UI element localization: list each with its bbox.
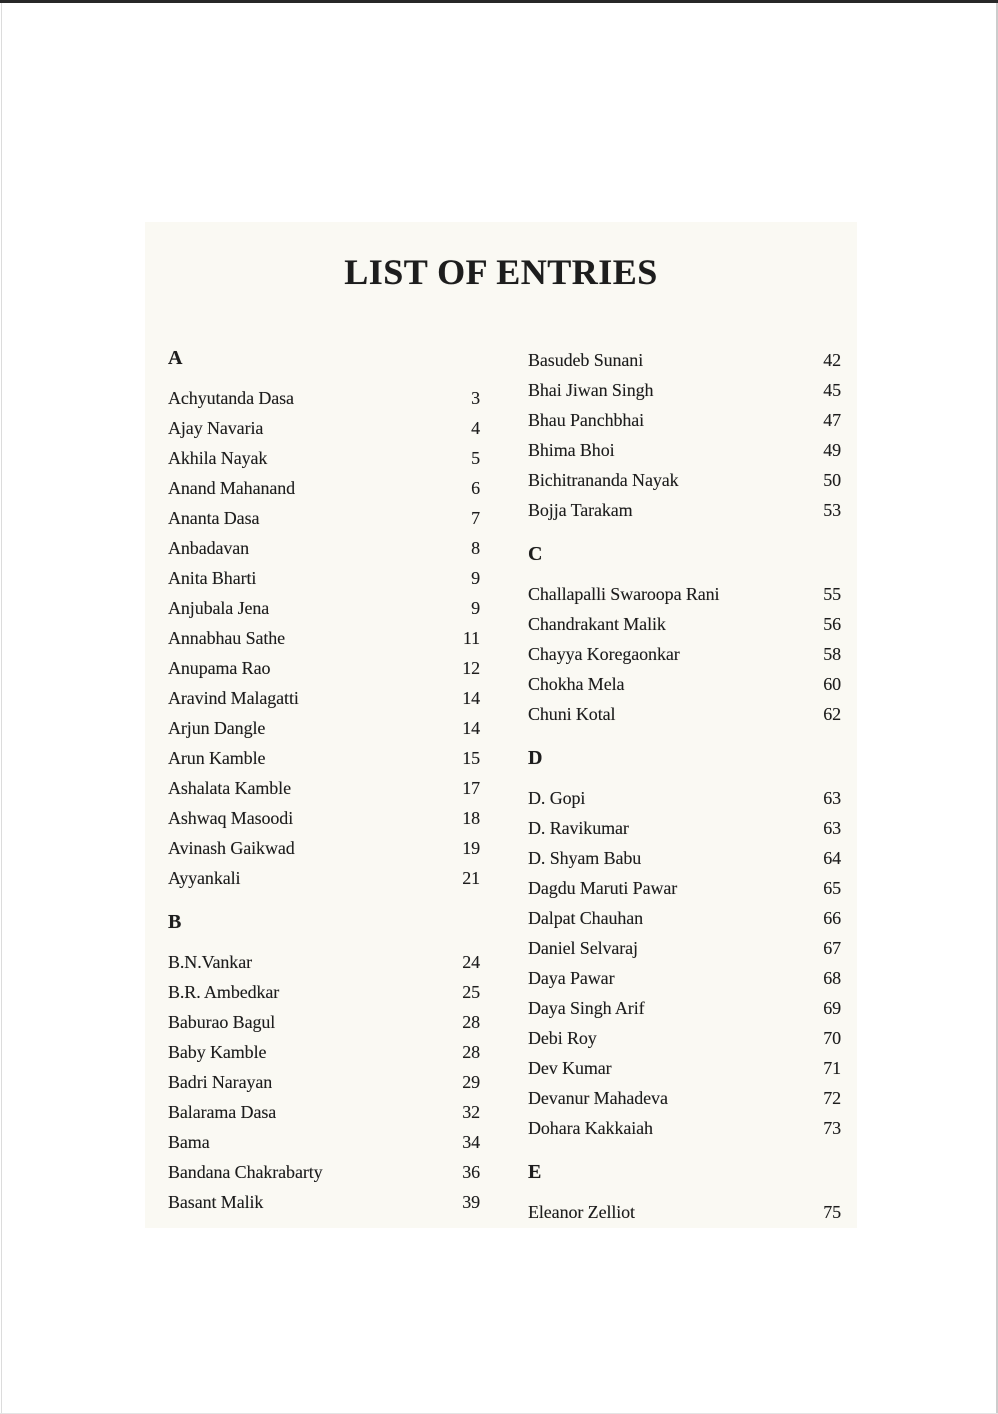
entry-page-number: 65 (823, 878, 841, 898)
entry-row (528, 465, 841, 495)
entry-section (168, 345, 480, 893)
entry-row (168, 743, 480, 773)
entry-page-number: 21 (462, 868, 480, 888)
entry-name: Devanur Mahadeva (528, 1088, 668, 1108)
entries-column-left (168, 345, 480, 1217)
entry-row (168, 443, 480, 473)
entry-name: Challapalli Swaroopa Rani (528, 584, 720, 604)
entry-page-number: 14 (462, 688, 480, 708)
entry-name: B.N.Vankar (168, 952, 252, 972)
entry-page-number: 17 (462, 778, 480, 798)
entry-page-number: 14 (462, 718, 480, 738)
entry-row (168, 383, 480, 413)
entry-page-number: 6 (471, 478, 480, 498)
section-letter: D (528, 747, 543, 769)
entry-name: Chuni Kotal (528, 704, 616, 724)
entry-name: Eleanor Zelliot (528, 1202, 635, 1222)
entry-page-number: 12 (462, 658, 480, 678)
entry-name: Arun Kamble (168, 748, 266, 768)
entry-row (168, 803, 480, 833)
entry-name: Bojja Tarakam (528, 500, 633, 520)
entry-row (168, 863, 480, 893)
entry-name: Badri Narayan (168, 1072, 273, 1092)
entry-row (528, 843, 841, 873)
entry-page-number: 39 (462, 1192, 480, 1212)
entry-name: Dagdu Maruti Pawar (528, 878, 678, 898)
entry-row (528, 933, 841, 963)
section-letter: A (168, 347, 183, 369)
entry-page-number: 34 (462, 1132, 480, 1152)
entry-page-number: 58 (823, 644, 841, 664)
entry-row (168, 1127, 480, 1157)
entry-page-number: 25 (462, 982, 480, 1002)
entry-name: Balarama Dasa (168, 1102, 277, 1122)
entry-page-number: 8 (471, 538, 480, 558)
entry-row (168, 1157, 480, 1187)
entry-page-number: 15 (462, 748, 480, 768)
entry-row (528, 669, 841, 699)
entry-row (168, 503, 480, 533)
entry-row (168, 773, 480, 803)
entry-page-number: 49 (823, 440, 841, 460)
page-left-edge (1, 3, 2, 1414)
section-letter: B (168, 911, 182, 933)
entry-row (168, 473, 480, 503)
entry-row (168, 1037, 480, 1067)
entry-page-number: 42 (823, 350, 841, 370)
entry-name: Avinash Gaikwad (168, 838, 295, 858)
entry-section (168, 909, 480, 1217)
entry-page-number: 9 (471, 568, 480, 588)
entry-section (528, 745, 841, 1143)
entry-page-number: 11 (462, 628, 480, 648)
entry-name: Basudeb Sunani (528, 350, 644, 370)
entry-name: Ananta Dasa (168, 508, 260, 528)
entry-page-number: 47 (823, 410, 841, 430)
entry-page-number: 4 (471, 418, 480, 438)
entries-column-right (528, 345, 841, 1227)
entry-row (528, 435, 841, 465)
entry-page-number: 67 (823, 938, 841, 958)
entry-name: Aravind Malagatti (168, 688, 299, 708)
entry-page-number: 29 (462, 1072, 480, 1092)
entry-page-number: 72 (823, 1088, 841, 1108)
entry-row (528, 579, 841, 609)
entry-name: Anjubala Jena (168, 598, 270, 618)
entry-name: Bama (168, 1132, 210, 1152)
entry-name: Ajay Navaria (168, 418, 264, 438)
entry-row (168, 1007, 480, 1037)
entry-row (168, 1097, 480, 1127)
entry-page-number: 66 (823, 908, 841, 928)
entry-row (168, 533, 480, 563)
entry-page-number: 68 (823, 968, 841, 988)
entry-row (528, 1023, 841, 1053)
entry-page-number: 28 (462, 1012, 480, 1032)
entry-name: Bhau Panchbhai (528, 410, 645, 430)
entry-name: B.R. Ambedkar (168, 982, 280, 1002)
entry-page-number: 19 (462, 838, 480, 858)
entry-name: Dev Kumar (528, 1058, 612, 1078)
entry-row (168, 947, 480, 977)
entry-row (528, 1197, 841, 1227)
entry-page-number: 63 (823, 818, 841, 838)
entry-name: Baburao Bagul (168, 1012, 276, 1032)
entry-row (528, 1113, 841, 1143)
entry-row (528, 495, 841, 525)
entry-name: Bandana Chakrabarty (168, 1162, 323, 1182)
entry-name: Anand Mahanand (168, 478, 296, 498)
section-letter: C (528, 543, 543, 565)
entry-section (528, 541, 841, 729)
entry-name: Akhila Nayak (168, 448, 268, 468)
entry-name: Ashalata Kamble (168, 778, 291, 798)
entry-row (528, 813, 841, 843)
entry-name: Annabhau Sathe (168, 628, 286, 648)
entry-page-number: 62 (823, 704, 841, 724)
entry-page-number: 45 (823, 380, 841, 400)
entry-row (528, 903, 841, 933)
entry-name: Daniel Selvaraj (528, 938, 638, 958)
entry-name: Chandrakant Malik (528, 614, 666, 634)
entry-page-number: 7 (471, 508, 480, 528)
entry-name: D. Shyam Babu (528, 848, 642, 868)
entry-row (168, 593, 480, 623)
entry-row (528, 405, 841, 435)
entry-row (528, 345, 841, 375)
entry-row (168, 653, 480, 683)
entry-page-number: 56 (823, 614, 841, 634)
entry-row (168, 833, 480, 863)
entry-page-number: 24 (462, 952, 480, 972)
entry-name: Ashwaq Masoodi (168, 808, 294, 828)
entry-row (528, 993, 841, 1023)
entry-row (168, 1187, 480, 1217)
entry-page-number: 64 (823, 848, 841, 868)
entry-page-number: 50 (823, 470, 841, 490)
entry-page-number: 18 (462, 808, 480, 828)
entry-name: Bhima Bhoi (528, 440, 615, 460)
entry-row (168, 977, 480, 1007)
entry-name: Dohara Kakkaiah (528, 1118, 653, 1138)
entry-name: Arjun Dangle (168, 718, 266, 738)
entry-page-number: 28 (462, 1042, 480, 1062)
section-letter: E (528, 1161, 542, 1183)
entry-name: Ayyankali (168, 868, 241, 888)
entry-name: Anbadavan (168, 538, 250, 558)
entry-row (168, 623, 480, 653)
entry-name: Debi Roy (528, 1028, 597, 1048)
entry-page-number: 5 (471, 448, 480, 468)
entry-page-number: 9 (471, 598, 480, 618)
entry-page-number: 63 (823, 788, 841, 808)
entry-row (528, 699, 841, 729)
entry-name: Dalpat Chauhan (528, 908, 644, 928)
entry-row (168, 683, 480, 713)
entry-row (528, 873, 841, 903)
entry-page-number: 71 (823, 1058, 841, 1078)
entry-page-number: 3 (471, 388, 480, 408)
entry-section (528, 345, 841, 525)
entry-name: Anita Bharti (168, 568, 257, 588)
entry-page-number: 75 (823, 1202, 841, 1222)
entry-row (528, 639, 841, 669)
entry-page-number: 60 (823, 674, 841, 694)
entry-name: D. Gopi (528, 788, 586, 808)
entry-name: Bhai Jiwan Singh (528, 380, 654, 400)
entry-row (528, 375, 841, 405)
entry-page-number: 32 (462, 1102, 480, 1122)
entry-name: Baby Kamble (168, 1042, 267, 1062)
entry-name: Chayya Koregaonkar (528, 644, 680, 664)
entry-name: Anupama Rao (168, 658, 271, 678)
entry-row (528, 609, 841, 639)
entry-row (168, 413, 480, 443)
entry-row (528, 963, 841, 993)
entry-row (168, 563, 480, 593)
entry-row (528, 783, 841, 813)
entry-row (528, 1053, 841, 1083)
entry-section (528, 1159, 841, 1227)
book-page (145, 222, 857, 1228)
entry-page-number: 73 (823, 1118, 841, 1138)
page-title: LIST OF ENTRIES (344, 252, 658, 292)
entry-page-number: 70 (823, 1028, 841, 1048)
entry-name: Daya Singh Arif (528, 998, 645, 1018)
entry-name: Chokha Mela (528, 674, 625, 694)
entry-page-number: 36 (462, 1162, 480, 1182)
entry-name: Basant Malik (168, 1192, 264, 1212)
entry-page-number: 69 (823, 998, 841, 1018)
entry-name: D. Ravikumar (528, 818, 629, 838)
window-top-edge (0, 0, 998, 3)
entry-row (168, 1067, 480, 1097)
entry-row (168, 713, 480, 743)
entry-row (528, 1083, 841, 1113)
entry-name: Daya Pawar (528, 968, 615, 988)
entry-name: Bichitrananda Nayak (528, 470, 679, 490)
entry-name: Achyutanda Dasa (168, 388, 294, 408)
entry-page-number: 55 (823, 584, 841, 604)
entry-page-number: 53 (823, 500, 841, 520)
